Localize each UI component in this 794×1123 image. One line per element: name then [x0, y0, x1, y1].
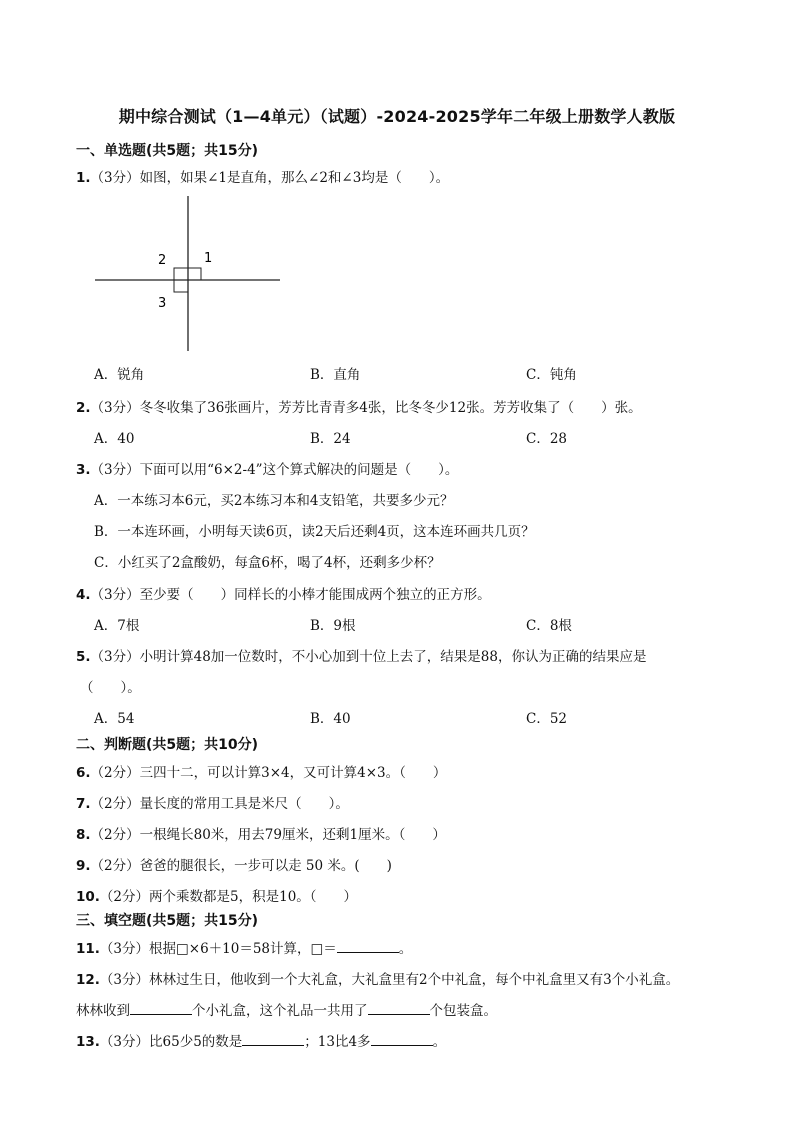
option-c: C．28: [526, 431, 568, 447]
answer-blank[interactable]: [368, 1001, 430, 1015]
question-1: [76, 166, 449, 186]
option-a: A．锐角: [94, 367, 145, 383]
question-text: （3分）下面可以用“6×2-4”这个算式解决的问题是（ ）。: [90, 462, 459, 478]
question-text: （3分）如图，如果∠1是直角，那么∠2和∠3均是（ ）。: [90, 170, 450, 186]
question-number: 4.: [76, 587, 91, 603]
question-text: （2分）爸爸的腿很长，一步可以走 50 米。( ): [90, 858, 392, 874]
question-number: 2.: [76, 400, 91, 416]
answer-blank[interactable]: [337, 939, 399, 953]
question-text: 林林收到: [76, 1003, 130, 1019]
question-number: 9.: [76, 858, 91, 874]
question-8: [76, 823, 446, 843]
question-text: （3分）林林过生日，他收到一个大礼盒，大礼盒里有2个中礼盒，每个中礼盒里又有3个小礼盒。: [99, 972, 680, 988]
angle-label-3: 3: [158, 296, 167, 311]
angle-label-2: 2: [158, 253, 167, 268]
question-text: 个小礼盒，这个礼品一共用了: [192, 1003, 368, 1019]
question-number: 5.: [76, 649, 91, 665]
option-c: C．8根: [526, 618, 572, 634]
question-text: （2分）量长度的常用工具是米尺（ ）。: [90, 796, 349, 812]
question-number: 3.: [76, 462, 91, 478]
section-heading-true-false: 二、判断题(共5题；共10分): [76, 737, 259, 753]
option-a: A．7根: [94, 618, 140, 634]
question-number: 7.: [76, 796, 91, 812]
question-10: [76, 885, 357, 905]
option-c: C．52: [526, 711, 568, 727]
question-number: 1.: [76, 170, 91, 186]
question-12: [76, 968, 679, 988]
option-b: B．24: [310, 431, 351, 447]
option-c: C．小红买了2盒酸奶，每盒6杯，喝了4杯，还剩多少杯？: [94, 555, 441, 571]
angle-figure: [90, 192, 290, 354]
option-b: B．40: [310, 711, 351, 727]
question-9: [76, 854, 392, 874]
question-text: ；13比4多: [304, 1034, 371, 1050]
question-text: （2分）两个乘数都是5，积是10。（ ）: [99, 889, 358, 905]
question-text: （3分）根据□×6＋10＝58计算，□＝: [99, 941, 337, 957]
right-angle-mark-lower: [174, 280, 188, 292]
option-a: A．一本练习本6元，买2本练习本和4支铅笔，共要多少元？: [94, 493, 454, 509]
question-text: （3分）小明计算48加一位数时，不小心加到十位上去了，结果是88，你认为正确的结果应是: [90, 649, 647, 665]
question-13: [76, 1030, 446, 1050]
section-heading-fill-in: 三、填空题(共5题；共15分): [76, 913, 259, 929]
answer-blank[interactable]: [371, 1032, 433, 1046]
question-5: [76, 645, 646, 665]
right-angle-mark-upper: [188, 268, 201, 280]
option-a: A．54: [94, 711, 135, 727]
angle-label-1: 1: [204, 251, 213, 266]
question-number: 12.: [76, 972, 100, 988]
question-4: [76, 583, 491, 603]
question-12-line-2: [76, 999, 497, 1019]
section-heading-single-choice: 一、单选题(共5题；共15分): [76, 143, 259, 159]
option-b: B．一本连环画，小明每天读6页，读2天后还剩4页，这本连环画共几页？: [94, 524, 535, 540]
question-text: （3分）比65少5的数是: [99, 1034, 243, 1050]
question-2: [76, 396, 642, 416]
question-text-end: 。: [432, 1034, 447, 1050]
page-title: 期中综合测试（1—4单元）（试题）-2024-2025学年二年级上册数学人教版: [118, 107, 676, 126]
question-6: [76, 761, 446, 781]
question-3: [76, 458, 458, 478]
question-number: 6.: [76, 765, 91, 781]
question-text-end: 。: [398, 941, 413, 957]
option-c: C．钝角: [526, 367, 577, 383]
answer-blank[interactable]: [130, 1001, 192, 1015]
answer-blank[interactable]: [242, 1032, 304, 1046]
question-5-continuation: （ ）。: [80, 680, 141, 696]
question-text-end: 个包装盒。: [429, 1003, 497, 1019]
question-11: [76, 937, 412, 957]
option-b: B．9根: [310, 618, 356, 634]
right-angle-mark-left: [174, 268, 188, 280]
question-number: 10.: [76, 889, 100, 905]
question-number: 13.: [76, 1034, 100, 1050]
option-b: B．直角: [310, 367, 361, 383]
question-7: [76, 792, 349, 812]
question-text: （2分）一根绳长80米，用去79厘米，还剩1厘米。（ ）: [90, 827, 446, 843]
question-number: 8.: [76, 827, 91, 843]
question-text: （3分）至少要（ ）同样长的小棒才能围成两个独立的正方形。: [90, 587, 491, 603]
question-text: （3分）冬冬收集了36张画片，芳芳比青青多4张，比冬冬少12张。芳芳收集了（ ）张。: [90, 400, 642, 416]
question-text: （2分）三四十二，可以计算3×4，又可计算4×3。（ ）: [90, 765, 447, 781]
question-number: 11.: [76, 941, 100, 957]
option-a: A．40: [94, 431, 135, 447]
